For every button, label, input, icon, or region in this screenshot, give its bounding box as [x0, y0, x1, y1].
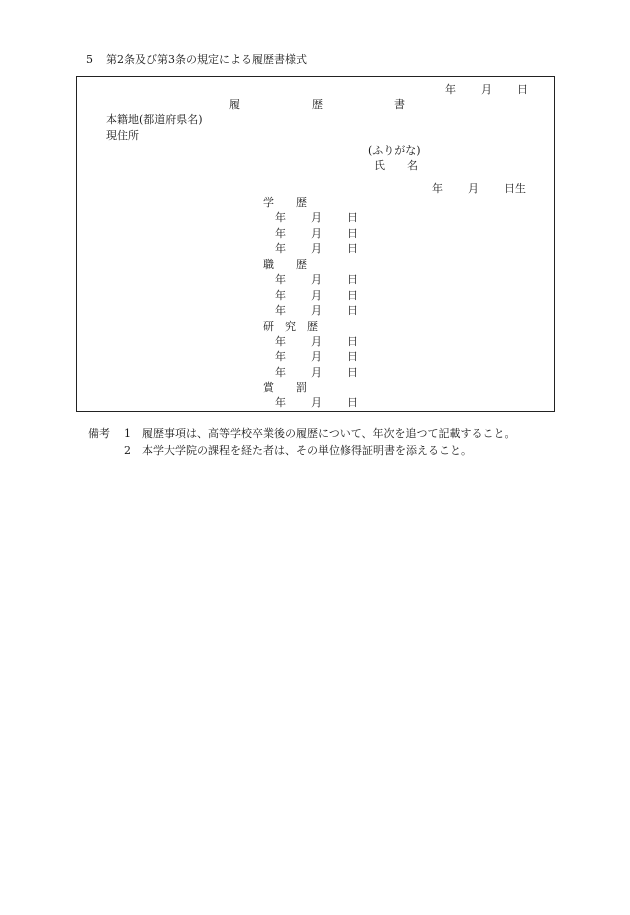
row-day: 日 [347, 273, 358, 286]
note-1-text: 履歴事項は、高等学校卒業後の履歴について、年次を追つて記載すること。 [142, 427, 516, 440]
furigana-label: (ふりがな) [368, 144, 421, 157]
note-2-number: 2 [124, 444, 131, 457]
row-day: 日 [347, 350, 358, 363]
domicile-label: 本籍地(都道府県名) [106, 113, 203, 126]
form-date-month: 月 [481, 83, 492, 96]
row-year: 年 [275, 304, 286, 317]
row-year: 年 [275, 227, 286, 240]
row-year: 年 [275, 366, 286, 379]
row-month: 月 [311, 289, 322, 302]
row-day: 日 [347, 335, 358, 348]
row-month: 月 [311, 273, 322, 286]
section-education-title: 学 歴 [263, 196, 307, 209]
row-day: 日 [347, 304, 358, 317]
row-month: 月 [311, 366, 322, 379]
row-year: 年 [275, 350, 286, 363]
notes-label: 備考 [88, 427, 110, 440]
heading-title: 第2条及び第3条の規定による履歴書様式 [106, 53, 307, 66]
row-month: 月 [311, 396, 322, 409]
row-month: 月 [311, 227, 322, 240]
note-2-text: 本学大学院の課程を経た者は、その単位修得証明書を添えること。 [142, 444, 472, 457]
row-year: 年 [275, 242, 286, 255]
row-day: 日 [347, 289, 358, 302]
row-year: 年 [275, 289, 286, 302]
row-year: 年 [275, 335, 286, 348]
birth-month: 月 [468, 182, 479, 195]
note-1-number: 1 [124, 427, 131, 440]
row-day: 日 [347, 242, 358, 255]
row-year: 年 [275, 211, 286, 224]
row-day: 日 [347, 396, 358, 409]
row-day: 日 [347, 366, 358, 379]
section-research-title: 研 究 歴 [263, 320, 318, 333]
form-title-char-1: 履 [229, 98, 240, 111]
row-month: 月 [311, 211, 322, 224]
row-year: 年 [275, 396, 286, 409]
section-employment-title: 職 歴 [263, 258, 307, 271]
birth-day: 日生 [504, 182, 526, 195]
row-day: 日 [347, 211, 358, 224]
heading-number: 5 [86, 53, 93, 66]
row-year: 年 [275, 273, 286, 286]
form-title-char-3: 書 [394, 98, 405, 111]
row-month: 月 [311, 242, 322, 255]
form-date-year: 年 [445, 83, 456, 96]
form-title-char-2: 歴 [312, 98, 323, 111]
row-month: 月 [311, 350, 322, 363]
address-label: 現住所 [106, 129, 139, 142]
birth-year: 年 [432, 182, 443, 195]
row-day: 日 [347, 227, 358, 240]
section-awards-title: 賞 罰 [263, 381, 307, 394]
form-date-day: 日 [517, 83, 528, 96]
row-month: 月 [311, 304, 322, 317]
name-label: 氏 名 [374, 159, 418, 172]
row-month: 月 [311, 335, 322, 348]
